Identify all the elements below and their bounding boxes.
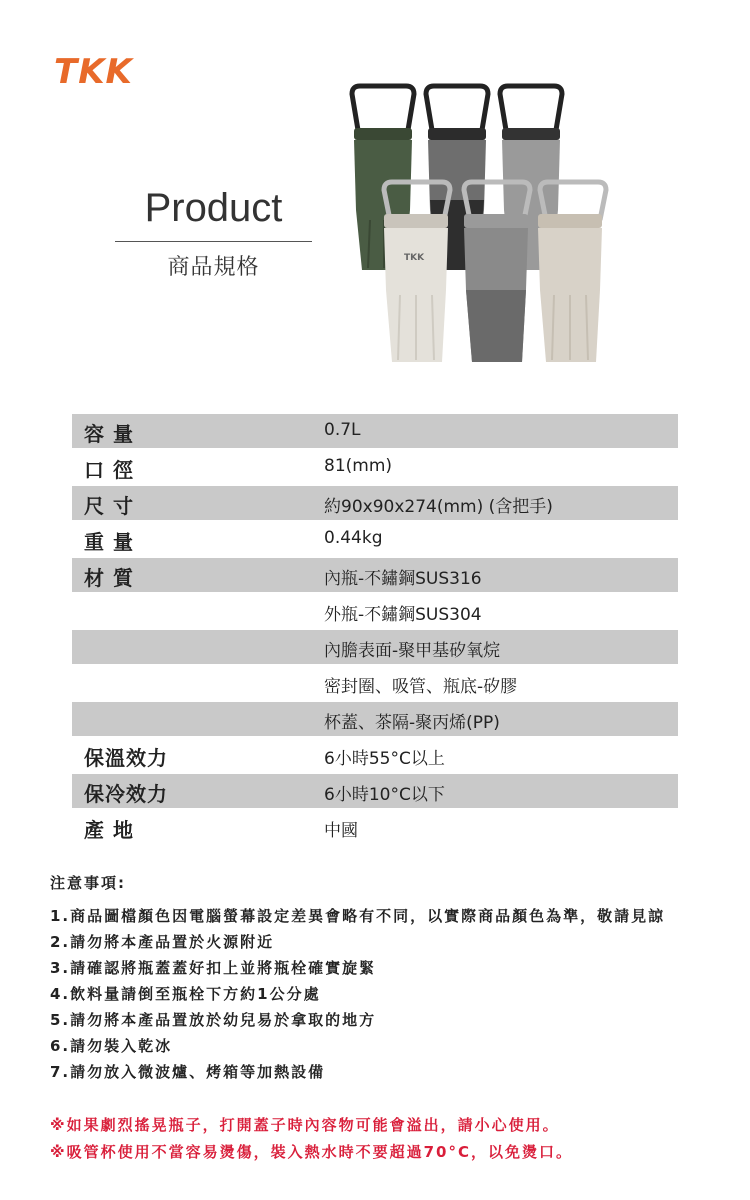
spec-value: 0.7L (324, 420, 361, 440)
notes-heading: 注意事項: (50, 874, 126, 892)
brand-logo: TKK (54, 52, 133, 92)
spec-label: 尺 寸 (84, 494, 134, 518)
page-title: Product (144, 186, 283, 230)
product-photo (340, 80, 620, 370)
spec-label: 容 量 (84, 422, 134, 446)
spec-row (72, 450, 678, 484)
note-item: 1.商品圖檔顏色因電腦螢幕設定差異會略有不同，以實際商品顏色為準，敬請見諒 (50, 907, 666, 925)
spec-label: 材 質 (84, 566, 134, 590)
note-item: 4.飲料量請倒至瓶栓下方約1公分處 (50, 985, 321, 1003)
spec-row (72, 702, 678, 736)
warning-item: ※如果劇烈搖晃瓶子，打開蓋子時內容物可能會溢出，請小心使用。 (50, 1116, 560, 1134)
spec-row (72, 558, 678, 592)
spec-value: 外瓶-不鏽鋼SUS304 (324, 605, 482, 625)
spec-label: 口 徑 (84, 458, 134, 482)
spec-value: 6小時10°C以下 (324, 785, 445, 805)
spec-value: 杯蓋、茶隔-聚丙烯(PP) (324, 713, 500, 733)
spec-value: 密封圈、吸管、瓶底-矽膠 (324, 677, 518, 697)
spec-value: 0.44kg (324, 528, 383, 548)
notes-section (50, 872, 730, 1085)
tumbler-label: TKK (404, 253, 425, 263)
spec-value: 81(mm) (324, 456, 393, 476)
warning-item: ※吸管杯使用不當容易燙傷，裝入熱水時不要超過70°C，以免燙口。 (50, 1143, 573, 1161)
spec-row (72, 486, 678, 520)
note-item: 3.請確認將瓶蓋蓋好扣上並將瓶栓確實旋緊 (50, 959, 377, 977)
title-divider (115, 241, 312, 242)
spec-label: 保冷效力 (84, 782, 168, 806)
spec-label: 保溫效力 (84, 746, 168, 770)
note-item: 6.請勿裝入乾冰 (50, 1037, 173, 1055)
warnings-section (50, 1112, 730, 1166)
spec-value: 中國 (324, 821, 358, 841)
spec-row (72, 738, 678, 772)
spec-table (72, 414, 678, 846)
note-item: 2.請勿將本產品置於火源附近 (50, 933, 275, 951)
spec-value: 6小時55°C以上 (324, 749, 445, 769)
spec-value: 內膽表面-聚甲基矽氧烷 (324, 641, 501, 661)
page-subtitle: 商品規格 (167, 255, 260, 280)
spec-row (72, 522, 678, 556)
spec-value: 內瓶-不鏽鋼SUS316 (324, 569, 482, 589)
spec-row (72, 666, 678, 700)
spec-row (72, 630, 678, 664)
spec-row (72, 774, 678, 808)
spec-label: 重 量 (84, 530, 134, 554)
note-item: 7.請勿放入微波爐、烤箱等加熱設備 (50, 1063, 326, 1081)
spec-row (72, 594, 678, 628)
spec-label: 產 地 (84, 818, 134, 842)
note-item: 5.請勿將本產品置放於幼兒易於拿取的地方 (50, 1011, 377, 1029)
spec-row (72, 810, 678, 844)
spec-row (72, 414, 678, 448)
spec-value: 約90x90x274(mm) (含把手) (324, 497, 553, 517)
